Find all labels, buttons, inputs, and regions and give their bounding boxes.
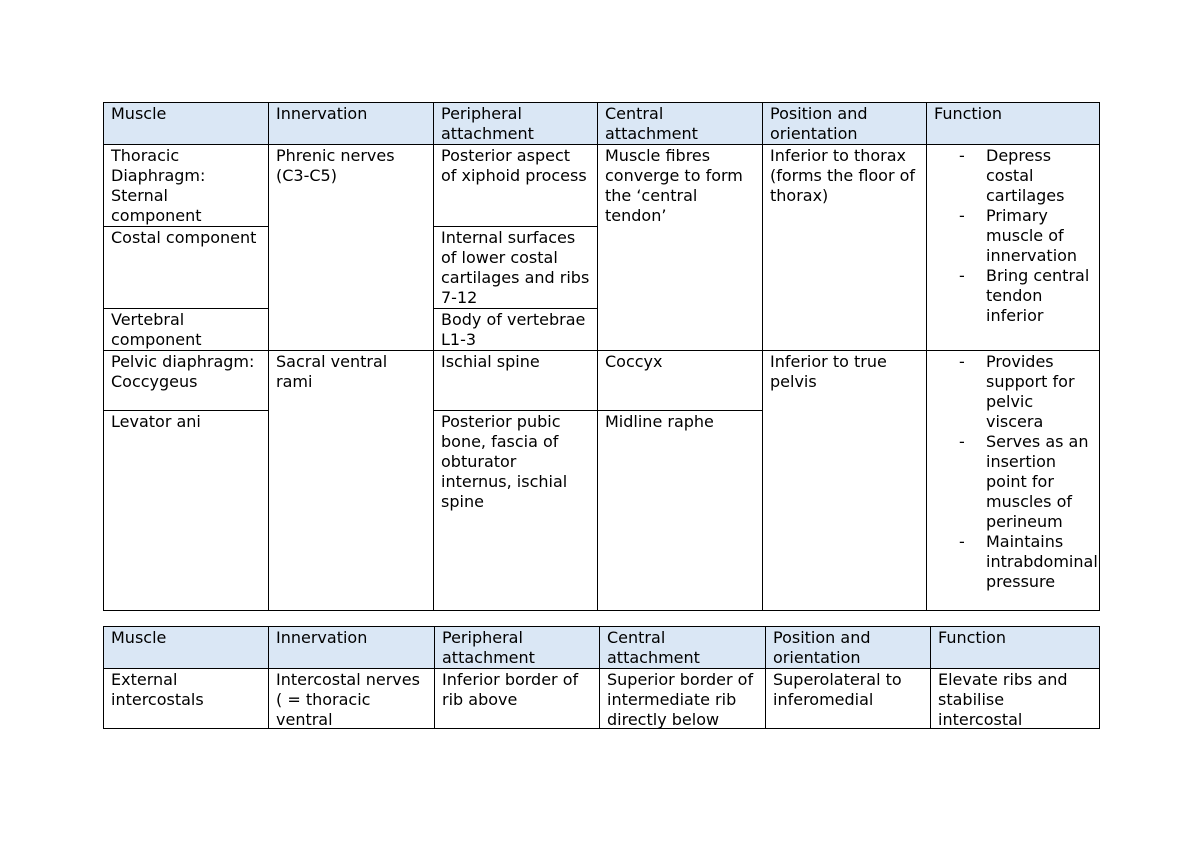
peripheral-cell: Internal surfaces of lower costal cartilages and ribs 7-12	[434, 227, 598, 309]
list-item: - Serves as an insertion point for muscles of perineum	[959, 432, 1089, 531]
header-muscle: Muscle	[104, 627, 269, 669]
intercostal-table	[103, 626, 1100, 729]
header-central-attachment: Central attachment	[598, 103, 763, 145]
list-item: - Bring central tendon inferior	[959, 266, 1090, 325]
list-item: - Provides support for pelvic viscera	[959, 352, 1075, 431]
list-item: - Maintains intrabdominal pressure	[959, 532, 1098, 591]
muscle-cell: Levator ani	[104, 411, 269, 611]
muscle-cell: Costal component	[104, 227, 269, 309]
peripheral-cell: Ischial spine	[434, 351, 598, 411]
position-cell: Superolateral to inferomedial	[766, 669, 931, 729]
header-function: Function	[931, 627, 1100, 669]
function-list	[934, 146, 1092, 326]
central-cell: Coccyx	[598, 351, 763, 411]
header-position-orientation: Position and orientation	[766, 627, 931, 669]
table-row	[104, 669, 1100, 729]
central-cell: Midline raphe	[598, 411, 763, 611]
diaphragm-table	[103, 102, 1100, 611]
muscle-cell: Vertebral component	[104, 309, 269, 351]
peripheral-cell: Posterior pubic bone, fascia of obturator internus, ischial spine	[434, 411, 598, 611]
position-cell: Inferior to thorax (forms the floor of thorax)	[763, 145, 927, 351]
header-innervation: Innervation	[269, 103, 434, 145]
muscle-cell: Thoracic Diaphragm: Sternal component	[104, 145, 269, 227]
peripheral-cell: Inferior border of rib above	[435, 669, 600, 729]
position-cell: Inferior to true pelvis	[763, 351, 927, 611]
central-cell: Superior border of intermediate rib directly below	[600, 669, 766, 729]
innervation-cell: Sacral ventral rami	[269, 351, 434, 611]
header-central-attachment: Central attachment	[600, 627, 766, 669]
table-row	[104, 351, 1100, 411]
function-cell: Elevate ribs and stabilise intercostal	[931, 669, 1100, 729]
table-header-row	[104, 103, 1100, 145]
table-header-row	[104, 627, 1100, 669]
muscle-cell: External intercostals	[104, 669, 269, 729]
peripheral-cell: Posterior aspect of xiphoid process	[434, 145, 598, 227]
innervation-cell: Intercostal nerves ( = thoracic ventral	[269, 669, 435, 729]
innervation-cell: Phrenic nerves (C3-C5)	[269, 145, 434, 351]
header-peripheral-attachment: Peripheral attachment	[434, 103, 598, 145]
table-row	[104, 145, 1100, 227]
list-item: - Primary muscle of innervation	[959, 206, 1078, 265]
header-function: Function	[927, 103, 1100, 145]
header-muscle: Muscle	[104, 103, 269, 145]
central-cell: Muscle fibres converge to form the ‘central tendon’	[598, 145, 763, 351]
peripheral-cell: Body of vertebrae L1-3	[434, 309, 598, 351]
list-item: - Depress costal cartilages	[959, 146, 1065, 205]
function-cell	[927, 145, 1100, 351]
header-innervation: Innervation	[269, 627, 435, 669]
function-cell	[927, 351, 1100, 611]
header-position-orientation: Position and orientation	[763, 103, 927, 145]
header-peripheral-attachment: Peripheral attachment	[435, 627, 600, 669]
function-list	[934, 352, 1098, 592]
muscle-cell: Pelvic diaphragm: Coccygeus	[104, 351, 269, 411]
